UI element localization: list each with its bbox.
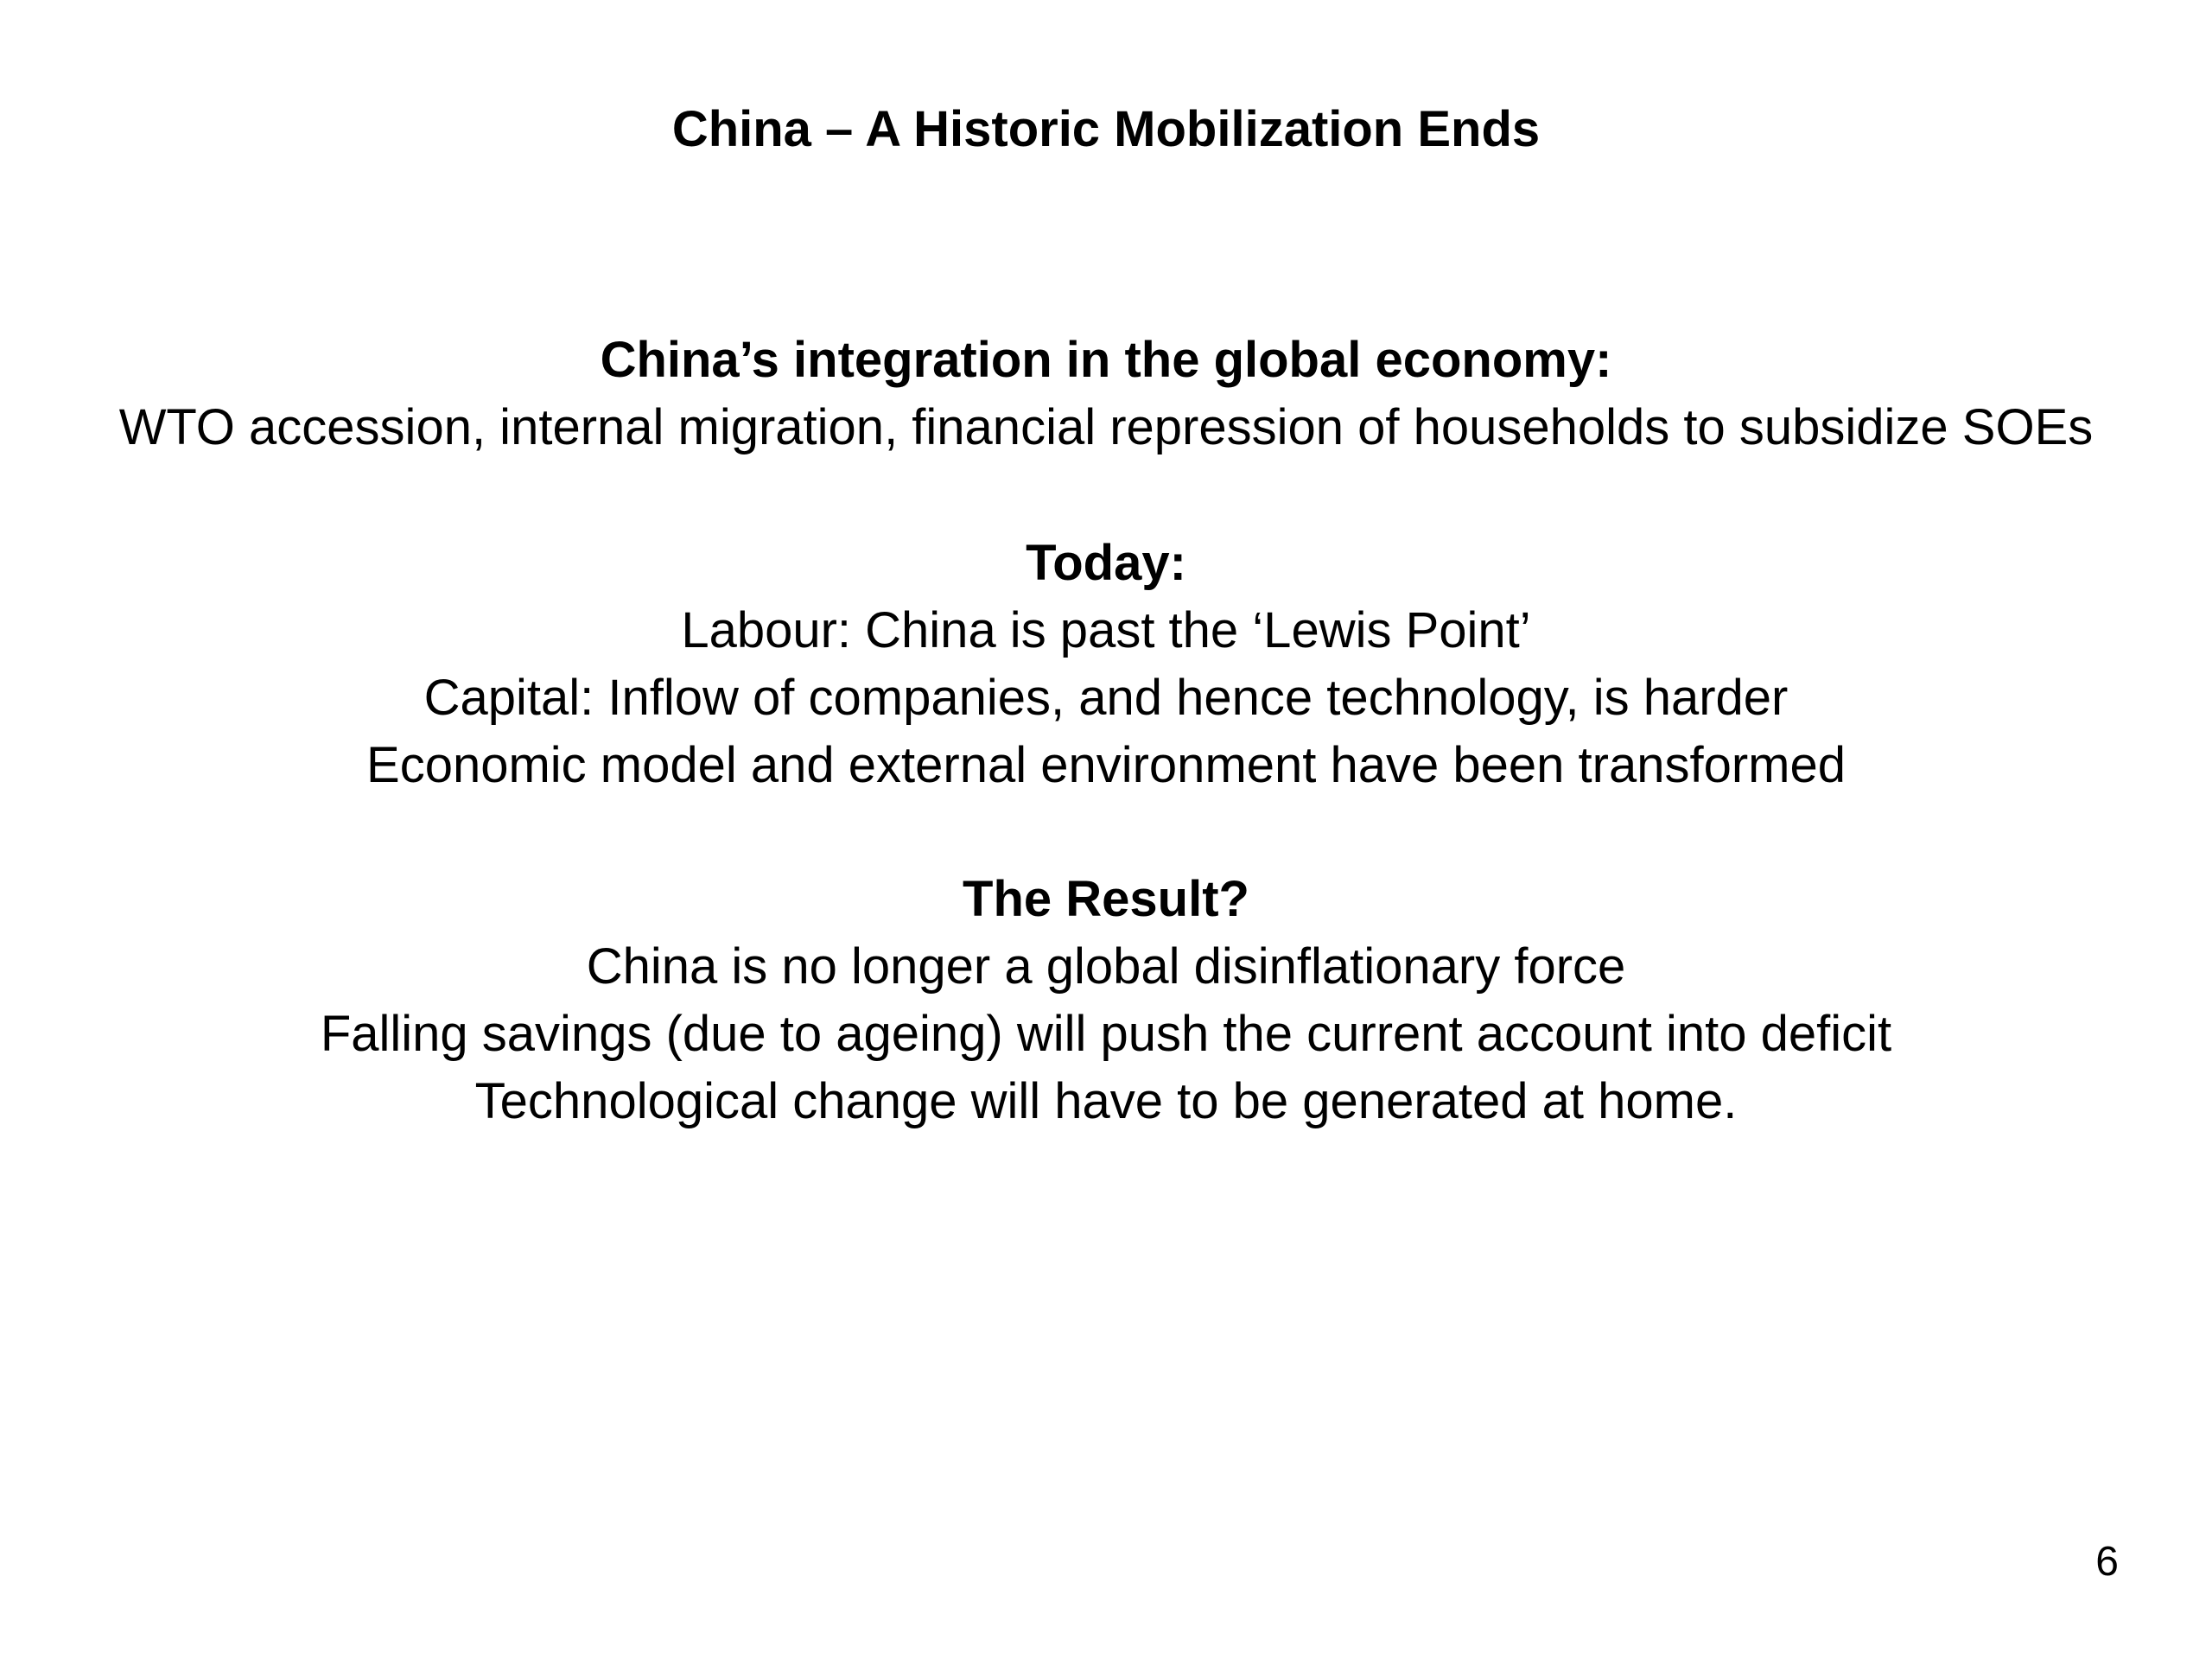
- slide-title: China – A Historic Mobilization Ends: [671, 101, 1541, 157]
- today-heading: Today:: [1026, 535, 1186, 591]
- today-line-capital: Capital: Inflow of companies, and hence technology, is harder: [423, 670, 1789, 726]
- result-line-technology: Technological change will have to be generated at home.: [474, 1073, 1738, 1129]
- page-number: 6: [2095, 1539, 2119, 1585]
- result-line-disinflation: China is no longer a global disinflationary force: [586, 938, 1626, 995]
- result-line-savings: Falling savings (due to ageing) will push the current account into deficit: [320, 1006, 1892, 1062]
- integration-heading: China’s integration in the global economy:: [600, 332, 1612, 388]
- result-heading: The Result?: [963, 871, 1249, 927]
- today-section: [0, 530, 2212, 799]
- integration-section: [0, 327, 2212, 461]
- integration-line: WTO accession, internal migration, financial repression of households to subsidize SOEs: [118, 399, 2094, 455]
- today-line-economic-model: Economic model and external environment have been transformed: [366, 737, 1846, 793]
- today-line-labour: Labour: China is past the ‘Lewis Point’: [681, 602, 1531, 658]
- result-section: [0, 866, 2212, 1135]
